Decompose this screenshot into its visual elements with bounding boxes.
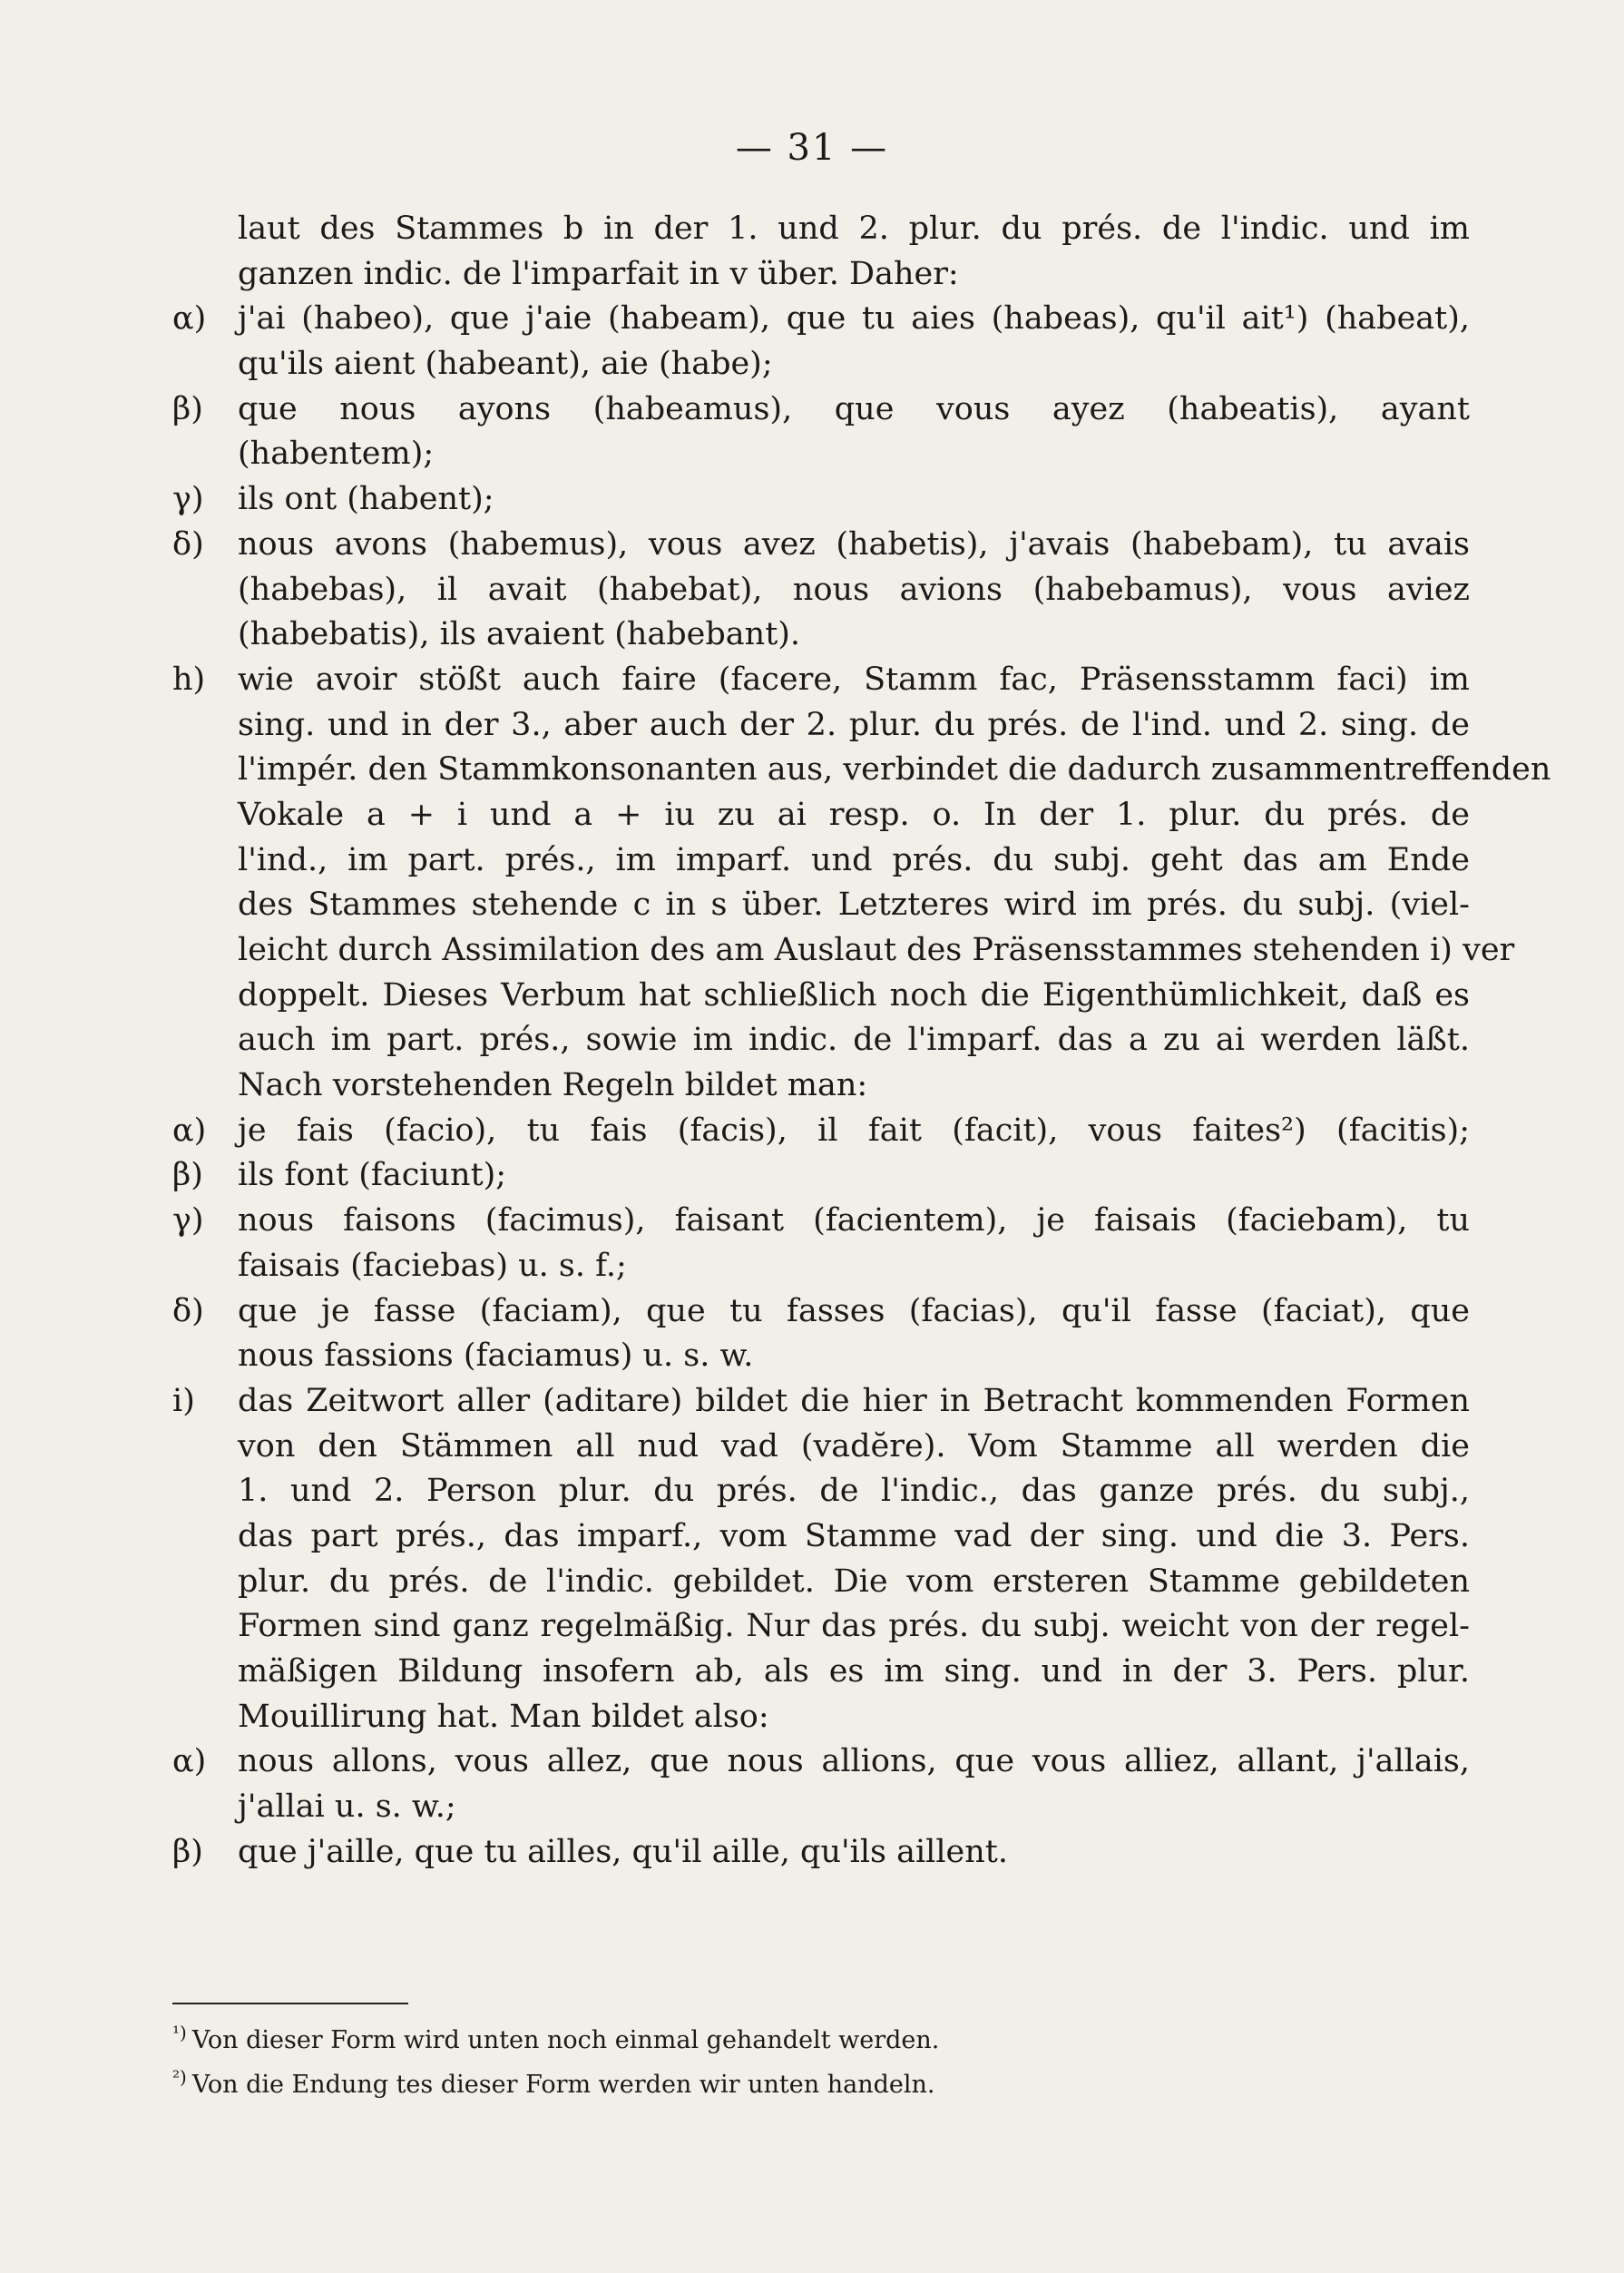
text-line bbox=[172, 1244, 1470, 1289]
line-text: von den Stämmen all nud vad (vadĕre). Vom Stamme all werden die bbox=[238, 1427, 1470, 1465]
enumeration-label: β) bbox=[172, 390, 203, 427]
line-text: j'allai u. s. w.; bbox=[238, 1788, 456, 1826]
line-text: l'impér. den Stammkonsonanten aus, verbindet die dadurch zusammentreffenden bbox=[238, 751, 1551, 789]
footnotes bbox=[172, 2014, 1470, 2103]
enumeration-label: h) bbox=[172, 661, 206, 698]
line-text: nous avons (habemus), vous avez (habetis), j'avais (habebam), tu avais bbox=[238, 525, 1470, 563]
enumeration-label: β) bbox=[172, 1833, 203, 1870]
text-line bbox=[172, 1334, 1470, 1379]
footnote-mark: ²) bbox=[172, 2066, 187, 2088]
footnote-mark: ¹) bbox=[172, 2022, 187, 2043]
enumeration-label: γ) bbox=[172, 1202, 204, 1239]
text-line bbox=[172, 612, 1470, 658]
enumeration-label: γ) bbox=[172, 481, 204, 518]
line-text: das part prés., das imparf., vom Stamme vad der sing. und die 3. Pers. bbox=[238, 1517, 1470, 1554]
page-number: — 31 — bbox=[735, 127, 889, 169]
text-line bbox=[172, 1018, 1470, 1063]
text-line bbox=[172, 477, 1470, 523]
text-line bbox=[172, 703, 1470, 749]
footnote-divider bbox=[172, 2003, 408, 2004]
footnote-text: Von dieser Form wird unten noch einmal gehandelt werden. bbox=[191, 2026, 940, 2054]
text-line bbox=[172, 387, 1470, 433]
text-line bbox=[172, 1604, 1470, 1650]
line-text: j'ai (habeo), que j'aie (habeam), que tu aies (habeas), qu'il ait¹) (habeat), bbox=[238, 300, 1470, 338]
text-line bbox=[172, 1153, 1470, 1199]
line-text: laut des Stammes b in der 1. und 2. plur. du prés. de l'indic. und im bbox=[238, 211, 1470, 247]
line-text: ganzen indic. de l'imparfait in v über. Daher: bbox=[238, 255, 959, 292]
line-text: que nous ayons (habeamus), que vous ayez (habeatis), ayant bbox=[238, 390, 1470, 427]
text-line bbox=[172, 432, 1470, 477]
line-text: sing. und in der 3., aber auch der 2. plur. du prés. de l'ind. und 2. sing. de bbox=[238, 706, 1470, 743]
text-line bbox=[172, 928, 1515, 974]
enumeration-label: δ) bbox=[172, 525, 204, 563]
text-line bbox=[172, 1063, 1470, 1109]
enumeration-label: δ) bbox=[172, 1292, 204, 1329]
line-text: (habebatis), ils avaient (habebant). bbox=[238, 616, 801, 653]
line-text: nous faisons (facimus), faisant (facientem), je faisais (faciebam), tu bbox=[238, 1202, 1470, 1239]
text-line bbox=[172, 342, 1470, 387]
text-line bbox=[172, 1379, 1470, 1425]
text-line bbox=[172, 1289, 1470, 1335]
line-text: (habentem); bbox=[238, 436, 435, 473]
line-text: que j'aille, que tu ailles, qu'il aille, qu'ils aillent. bbox=[238, 1833, 1008, 1870]
footnote-text: Von die Endung tes dieser Form werden wir unten handeln. bbox=[191, 2071, 935, 2099]
line-text: ils ont (habent); bbox=[238, 481, 494, 518]
text-line bbox=[172, 748, 1551, 793]
text-line bbox=[172, 252, 1470, 298]
line-text: leicht durch Assimilation des am Auslaut des Präsensstammes stehenden i) ver bbox=[238, 932, 1515, 968]
text-line bbox=[172, 838, 1470, 884]
line-text: que je fasse (faciam), que tu fasses (facias), qu'il fasse (faciat), que bbox=[238, 1292, 1470, 1329]
line-text: mäßigen Bildung insofern ab, als es im sing. und in der 3. Pers. plur. bbox=[238, 1653, 1470, 1690]
line-text: nous fassions (faciamus) u. s. w. bbox=[238, 1337, 754, 1375]
text-line bbox=[172, 793, 1470, 838]
text-line bbox=[172, 523, 1470, 568]
text-line bbox=[172, 974, 1470, 1019]
text-line bbox=[172, 1199, 1470, 1244]
line-text: faisais (faciebas) u. s. f.; bbox=[238, 1247, 627, 1284]
line-text: Nach vorstehenden Regeln bildet man: bbox=[238, 1067, 868, 1104]
text-line bbox=[172, 1830, 1470, 1876]
line-text: Mouillirung hat. Man bildet also: bbox=[238, 1698, 769, 1735]
text-line bbox=[172, 1739, 1470, 1785]
line-text: Formen sind ganz regelmäßig. Nur das prés. du subj. weicht von der regel- bbox=[238, 1608, 1470, 1645]
text-line bbox=[172, 568, 1470, 613]
text-line bbox=[172, 1109, 1470, 1154]
footnote bbox=[172, 2014, 1470, 2059]
text-line bbox=[172, 1425, 1470, 1470]
text-line bbox=[172, 1560, 1470, 1605]
text-line bbox=[172, 1785, 1470, 1830]
enumeration-label: β) bbox=[172, 1157, 203, 1194]
line-text: wie avoir stößt auch faire (facere, Stamm fac, Präsensstamm faci) im bbox=[238, 661, 1470, 698]
line-text: das Zeitwort aller (aditare) bildet die hier in Betracht kommenden Formen bbox=[238, 1382, 1470, 1419]
line-text: (habebas), il avait (habebat), nous avions (habebamus), vous aviez bbox=[238, 571, 1470, 608]
text-line bbox=[172, 658, 1470, 703]
enumeration-label: α) bbox=[172, 1743, 207, 1780]
text-line bbox=[172, 1469, 1470, 1514]
line-text: auch im part. prés., sowie im indic. de l'imparf. das a zu ai werden läßt. bbox=[238, 1022, 1470, 1059]
text-line bbox=[172, 1695, 1470, 1740]
enumeration-label: α) bbox=[172, 1112, 207, 1149]
line-text: qu'ils aient (habeant), aie (habe); bbox=[238, 346, 773, 383]
footnote bbox=[172, 2059, 1470, 2103]
line-text: plur. du prés. de l'indic. gebildet. Die vom ersteren Stamme gebildeten bbox=[238, 1563, 1470, 1600]
text-line bbox=[172, 1514, 1470, 1560]
text-line bbox=[172, 207, 1470, 252]
line-text: Vokale a + i und a + iu zu ai resp. o. In der 1. plur. du prés. de bbox=[238, 796, 1470, 833]
enumeration-label: i) bbox=[172, 1382, 195, 1419]
line-text: je fais (facio), tu fais (facis), il fait (facit), vous faites²) (facitis); bbox=[238, 1112, 1470, 1149]
text-line bbox=[172, 1650, 1470, 1695]
line-text: ils font (faciunt); bbox=[238, 1157, 507, 1194]
line-text: doppelt. Dieses Verbum hat schließlich noch die Eigenthümlichkeit, daß es bbox=[238, 976, 1470, 1014]
line-text: nous allons, vous allez, que nous allions, que vous alliez, allant, j'allais, bbox=[238, 1743, 1470, 1780]
text-line bbox=[172, 297, 1470, 342]
line-text: 1. und 2. Person plur. du prés. de l'indic., das ganze prés. du subj., bbox=[238, 1473, 1470, 1510]
line-text: l'ind., im part. prés., im imparf. und prés. du subj. geht das am Ende bbox=[238, 841, 1470, 878]
body-text bbox=[172, 207, 1551, 1875]
text-line bbox=[172, 883, 1470, 928]
enumeration-label: α) bbox=[172, 300, 207, 338]
line-text: des Stammes stehende c in s über. Letzteres wird im prés. du subj. (viel- bbox=[238, 887, 1470, 924]
